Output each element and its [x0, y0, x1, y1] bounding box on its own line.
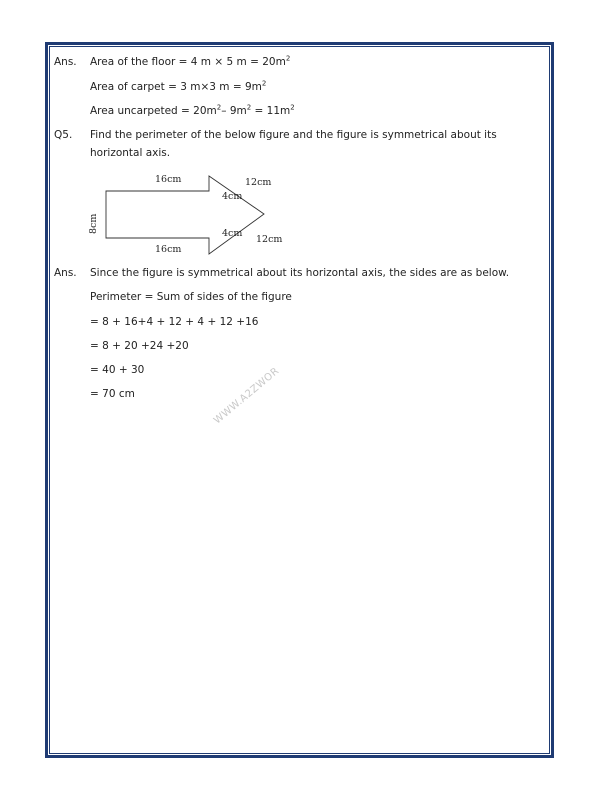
question-line-2: horizontal axis. [90, 147, 171, 159]
bottom-length-label: 16cm [155, 244, 182, 255]
watermark: WWW.A2ZWOR [212, 365, 282, 427]
answer-line-1: Since the figure is symmetrical about its horizontal axis, the sides are as below. [90, 267, 510, 279]
answer-label: Ans. [54, 56, 77, 68]
height-label: 8cm [88, 213, 99, 234]
upper-slant-label: 12cm [245, 177, 272, 188]
top-length-label: 16cm [155, 174, 182, 185]
carpet-area-line: Area of carpet = 3 m×3 $m = 9m^2$ [90, 79, 267, 93]
calc-step-4: = 70 cm [90, 388, 135, 400]
calc-step-3: = 40 + 30 [90, 364, 145, 376]
lower-slant-label: 12cm [256, 234, 283, 245]
floor-area-line: Area of the floor = 4 m × 5 $m = 20m^2$ [90, 54, 291, 68]
lower-step-label: 4cm [222, 228, 243, 239]
calc-step-2: = 8 + 20 +24 +20 [90, 340, 189, 352]
calc-step-1: = 8 + 16+4 + 12 + 4 + 12 +16 [90, 316, 259, 328]
answer-label: Ans. [54, 267, 77, 279]
answer-line-2: Perimeter = Sum of sides of the figure [90, 291, 292, 303]
question-label: Q5. [54, 129, 73, 141]
arrow-figure [80, 168, 290, 258]
upper-step-label: 4cm [222, 191, 243, 202]
question-line-1: Find the perimeter of the below figure and the figure is symmetrical about its [90, 129, 497, 141]
arrow-shape-outline [106, 176, 264, 254]
uncarpeted-area-line: Area uncarpeted = $20m^2-$ $9m^2 = 11m^2$ [90, 103, 295, 117]
